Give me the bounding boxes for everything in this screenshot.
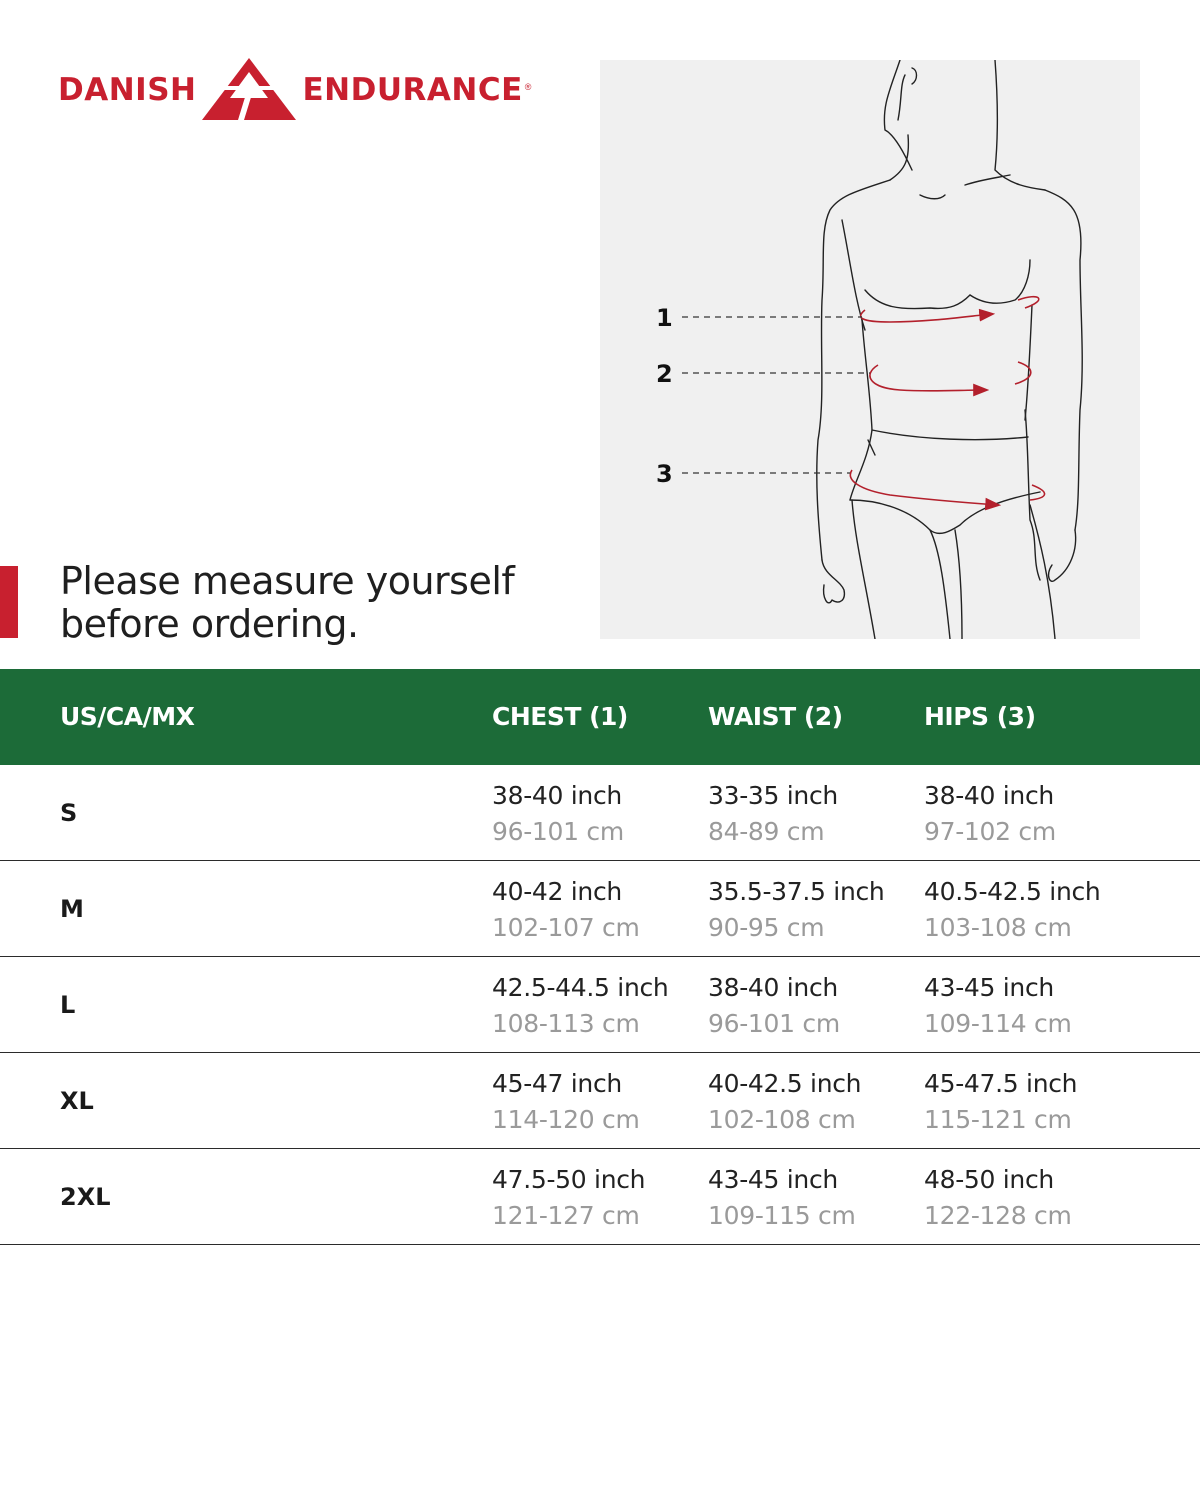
chest-cell — [492, 874, 640, 946]
waist-cell — [708, 1066, 861, 1138]
waist-cell — [708, 778, 838, 850]
hips-cm: 103-108 cm — [924, 913, 1072, 942]
size-label: S — [60, 799, 78, 827]
brand-word-left: DANISH — [58, 72, 197, 108]
chest-cm: 102-107 cm — [492, 913, 640, 942]
chest-inch: 40-42 inch — [492, 877, 622, 906]
hips-cm: 115-121 cm — [924, 1105, 1072, 1134]
chest-cm: 114-120 cm — [492, 1105, 640, 1134]
marker-label-3: 3 — [656, 460, 673, 488]
table-row — [0, 1149, 1200, 1245]
waist-cell — [708, 970, 840, 1042]
brand-logo — [58, 58, 531, 122]
table-row — [0, 957, 1200, 1053]
hips-cell — [924, 778, 1056, 850]
chest-cm: 96-101 cm — [492, 817, 624, 846]
table-row — [0, 765, 1200, 861]
table-header — [0, 669, 1200, 765]
table-row — [0, 1053, 1200, 1149]
waist-cm: 96-101 cm — [708, 1009, 840, 1038]
hips-inch: 38-40 inch — [924, 781, 1054, 810]
chest-cm: 121-127 cm — [492, 1201, 640, 1230]
waist-cell — [708, 1162, 856, 1234]
column-header-region: US/CA/MX — [60, 702, 195, 731]
waist-inch: 38-40 inch — [708, 973, 838, 1002]
hips-cm: 122-128 cm — [924, 1201, 1072, 1230]
waist-cell — [708, 874, 884, 946]
hips-inch: 48-50 inch — [924, 1165, 1054, 1194]
hips-inch: 40.5-42.5 inch — [924, 877, 1101, 906]
hips-cell — [924, 874, 1100, 946]
chest-cell — [492, 1066, 640, 1138]
waist-cm: 84-89 cm — [708, 817, 825, 846]
chest-inch: 47.5-50 inch — [492, 1165, 646, 1194]
size-label: L — [60, 991, 76, 1019]
size-label: 2XL — [60, 1183, 111, 1211]
heading-accent-bar — [0, 566, 18, 638]
chest-cell — [492, 970, 668, 1042]
chest-inch: 38-40 inch — [492, 781, 622, 810]
size-chart-table — [0, 669, 1200, 1245]
column-header-hips: HIPS (3) — [924, 702, 1036, 731]
body-outline-illustration — [600, 60, 1140, 639]
waist-inch: 35.5-37.5 inch — [708, 877, 885, 906]
table-row — [0, 861, 1200, 957]
column-header-chest: CHEST (1) — [492, 702, 628, 731]
size-label: XL — [60, 1087, 94, 1115]
hips-cell — [924, 970, 1072, 1042]
registered-mark: ® — [524, 82, 532, 92]
hips-cm: 109-114 cm — [924, 1009, 1072, 1038]
marker-label-2: 2 — [656, 360, 673, 388]
waist-inch: 43-45 inch — [708, 1165, 838, 1194]
chest-cm: 108-113 cm — [492, 1009, 640, 1038]
page-heading — [60, 560, 580, 646]
waist-inch: 40-42.5 inch — [708, 1069, 862, 1098]
hips-inch: 43-45 inch — [924, 973, 1054, 1002]
hips-inch: 45-47.5 inch — [924, 1069, 1078, 1098]
waist-inch: 33-35 inch — [708, 781, 838, 810]
measurement-figure — [600, 60, 1140, 639]
chest-cell — [492, 778, 624, 850]
chest-inch: 42.5-44.5 inch — [492, 973, 669, 1002]
heading-line-2: before ordering. — [60, 602, 359, 646]
hips-cell — [924, 1162, 1072, 1234]
mountain-logo-icon — [202, 58, 296, 122]
waist-cm: 109-115 cm — [708, 1201, 856, 1230]
size-label: M — [60, 895, 84, 923]
marker-label-1: 1 — [656, 304, 673, 332]
waist-cm: 90-95 cm — [708, 913, 825, 942]
heading-line-1: Please measure yourself — [60, 559, 515, 603]
chest-cell — [492, 1162, 645, 1234]
waist-cm: 102-108 cm — [708, 1105, 856, 1134]
column-header-waist: WAIST (2) — [708, 702, 843, 731]
chest-inch: 45-47 inch — [492, 1069, 622, 1098]
hips-cell — [924, 1066, 1077, 1138]
hips-cm: 97-102 cm — [924, 817, 1056, 846]
brand-word-right: ENDURANCE — [302, 72, 523, 108]
